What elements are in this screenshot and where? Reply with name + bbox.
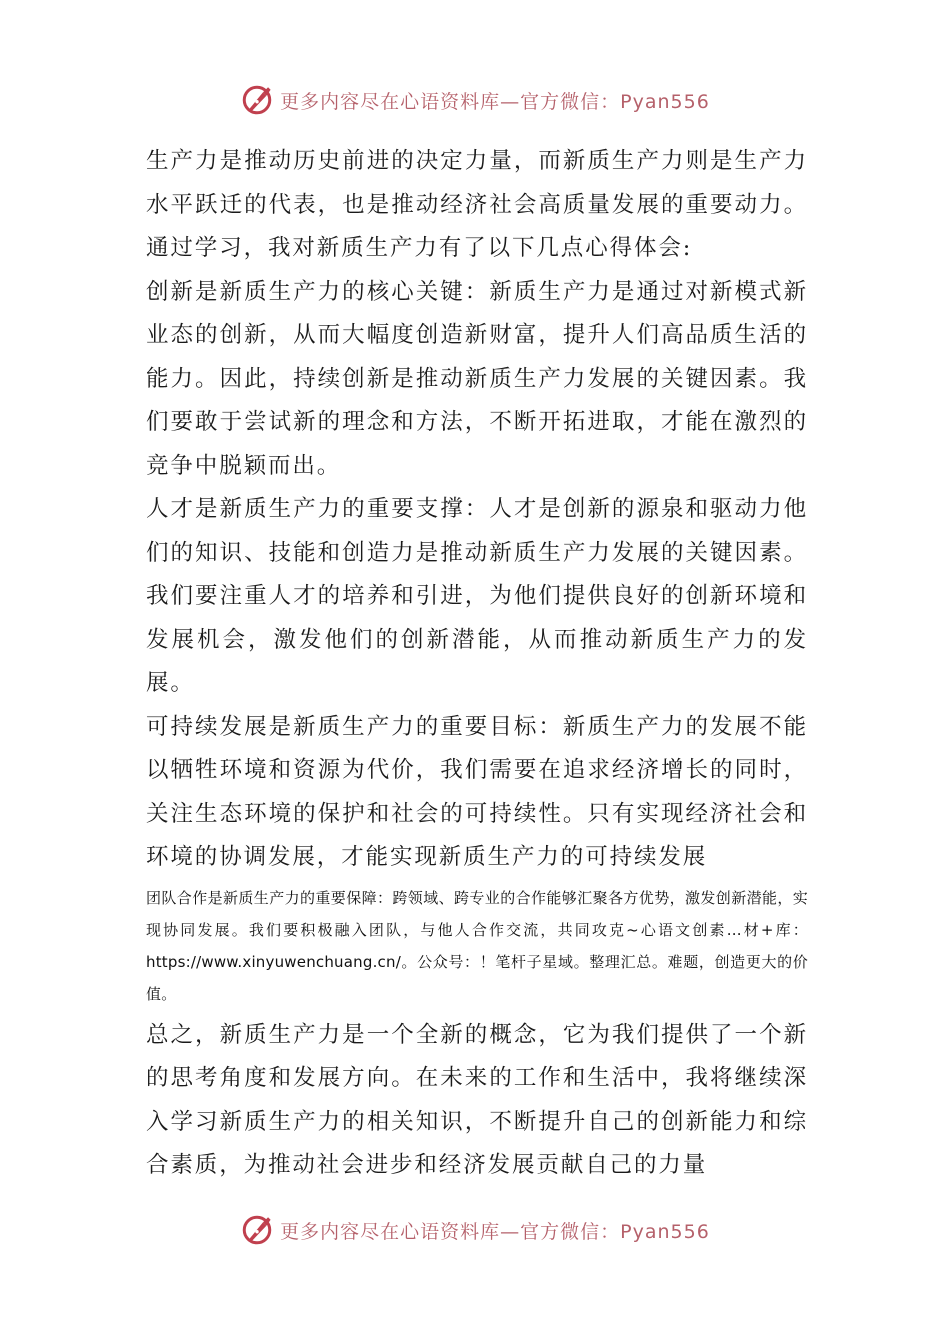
header-banner-inner bbox=[240, 83, 710, 117]
document-body bbox=[146, 140, 808, 1188]
paragraph-sustainability: 可持续发展是新质生产力的重要目标：新质生产力的发展不能以牺牲环境和资源为代价，我们需要在追求经济增长的同时，关注生态环境的保护和社会的可持续性。只有实现经济社会和环境的协调发展，才能实现新质生产力的可持续发展 bbox=[146, 713, 808, 870]
pen-nib-logo-icon bbox=[240, 1213, 274, 1247]
header-banner-text: 更多内容尽在心语资料库—官方微信：Pyan556 bbox=[280, 90, 710, 113]
footer-banner-text: 更多内容尽在心语资料库—官方微信：Pyan556 bbox=[280, 1220, 710, 1243]
footer-banner bbox=[0, 1210, 950, 1250]
paragraph-conclusion: 总之，新质生产力是一个全新的概念，它为我们提供了一个新的思考角度和发展方向。在未来的工作和生活中，我将继续深入学习新质生产力的相关知识，不断提升自己的创新能力和综合素质，为推动社会进步和经济发展贡献自己的力量 bbox=[146, 1021, 808, 1178]
footer-banner-inner bbox=[240, 1213, 710, 1247]
header-banner bbox=[0, 80, 950, 120]
footer-banner-contact: Pyan556 bbox=[620, 1220, 710, 1243]
paragraph-talent: 人才是新质生产力的重要支撑：人才是创新的源泉和驱动力他们的知识、技能和创造力是推动新质生产力发展的关键因素。我们要注重人才的培养和引进，为他们提供良好的创新环境和发展机会，激发他们的创新潜能，从而推动新质生产力的发展。 bbox=[146, 496, 808, 696]
paragraph-teamwork: 团队合作是新质生产力的重要保障：跨领域、跨专业的合作能够汇聚各方优势，激发创新潜能，实现协同发展。我们要积极融入团队，与他人合作交流，共同攻克~心语文创素…材+库：https://www.xinyuwenchuang.cn/。公众号：！笔杆子星域。整理汇总。难题，创造更大的价值。 bbox=[146, 888, 808, 1003]
paragraph-intro: 生产力是推动历史前进的决定力量，而新质生产力则是生产力水平跃迁的代表，也是推动经济社会高质量发展的重要动力。通过学习，我对新质生产力有了以下几点心得体会: bbox=[146, 148, 808, 261]
header-banner-contact: Pyan556 bbox=[620, 90, 710, 113]
pen-nib-logo-icon bbox=[240, 83, 274, 117]
paragraph-innovation: 创新是新质生产力的核心关键：新质生产力是通过对新模式新业态的创新，从而大幅度创造新财富，提升人们高品质生活的能力。因此，持续创新是推动新质生产力发展的关键因素。我们要敢于尝试新的理念和方法，不断开拓进取，才能在激烈的竞争中脱颖而出。 bbox=[146, 278, 808, 479]
